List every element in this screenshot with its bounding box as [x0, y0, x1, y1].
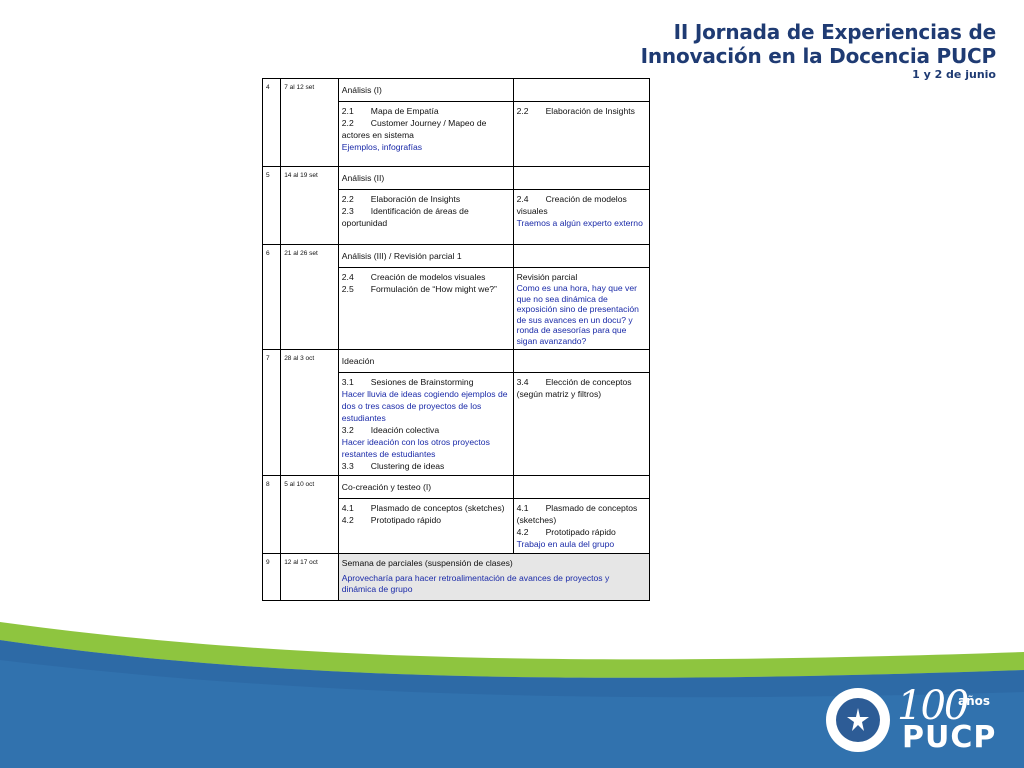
- pucp-seal-icon: [826, 688, 890, 752]
- note-text: Hacer lluvia de ideas cogiendo ejemplos de dos o tres casos de proyectos de los estudiantes: [341, 389, 508, 423]
- list-item: 2.1 Mapa de Empatía: [341, 106, 439, 116]
- table-row: [263, 350, 650, 373]
- table-row: [263, 476, 650, 499]
- list-item: 4.1 Plasmado de conceptos (sketches): [516, 503, 638, 525]
- table-row: [263, 245, 650, 268]
- week-number: 5: [263, 167, 281, 245]
- session-topic: Análisis (I): [338, 79, 513, 102]
- session-content: [513, 373, 649, 476]
- pucp-wordmark: PUCP: [902, 720, 997, 755]
- anniversary-number: 100: [897, 683, 968, 729]
- review-title: Revisión parcial: [516, 272, 578, 282]
- list-item: 2.2 Elaboración de Insights: [341, 194, 461, 204]
- week-dates: 12 al 17 oct: [281, 554, 339, 601]
- note-text: Aprovecharía para hacer retroalimentación de avances de proyectos y dinámica de grupo: [341, 573, 610, 594]
- event-dates: 1 y 2 de junio: [912, 68, 996, 81]
- list-item: 2.3 Identificación de áreas de oportunidad: [341, 206, 469, 228]
- session-content: [338, 268, 513, 350]
- event-title-line2: Innovación en la Docencia PUCP: [640, 44, 996, 68]
- list-item: 2.4 Creación de modelos visuales: [341, 272, 486, 282]
- event-title-line1: II Jornada de Experiencias de: [673, 20, 996, 44]
- week-number: 4: [263, 79, 281, 167]
- session-content: [338, 102, 513, 167]
- schedule-table: [262, 78, 650, 601]
- session-content: [513, 102, 649, 167]
- session-topic: Análisis (II): [338, 167, 513, 190]
- list-item: 3.4 Elección de conceptos (según matriz y filtros): [516, 377, 632, 399]
- week-dates: 14 al 19 set: [281, 167, 339, 245]
- empty-cell: [513, 476, 649, 499]
- table-row: [263, 167, 650, 190]
- table-row: [263, 79, 650, 102]
- event-title: [641, 22, 996, 80]
- session-topic: Ideación: [338, 350, 513, 373]
- week-number: 7: [263, 350, 281, 476]
- session-topic: Co-creación y testeo (I): [338, 476, 513, 499]
- seal-lettering: [826, 688, 890, 752]
- list-item: 4.1 Plasmado de conceptos (sketches): [341, 503, 505, 513]
- week-number: 6: [263, 245, 281, 350]
- note-text: Hacer ideación con los otros proyectos restantes de estudiantes: [341, 437, 490, 459]
- table-row: [263, 554, 650, 601]
- list-item: 4.2 Prototipado rápido: [516, 527, 616, 537]
- session-content: [513, 190, 649, 245]
- note-text: Trabajo en aula del grupo: [516, 539, 615, 549]
- list-item: 3.2 Ideación colectiva: [341, 425, 440, 435]
- note-text: Ejemplos, infografías: [341, 142, 423, 152]
- note-text: Como es una hora, hay que ver que no sea dinámica de exposición sino de presentación de sus avances en un docu? y ronda de asesorías para que sigan avanzando?: [516, 283, 639, 346]
- list-item: 2.2 Elaboración de Insights: [516, 106, 635, 116]
- week-number: 8: [263, 476, 281, 554]
- empty-cell: [513, 79, 649, 102]
- session-content: [338, 373, 513, 476]
- note-text: Traemos a algún experto externo: [516, 218, 643, 228]
- session-content: [513, 268, 649, 350]
- anniversary-word: años: [958, 694, 991, 708]
- pucp-100-logo: [822, 684, 1022, 768]
- week-dates: 7 al 12 set: [281, 79, 339, 167]
- session-content: [513, 499, 649, 554]
- seal-star-icon: [847, 708, 869, 731]
- empty-cell: [513, 245, 649, 268]
- session-content: [338, 499, 513, 554]
- session-content: [338, 554, 649, 601]
- list-item: 4.2 Prototipado rápido: [341, 515, 442, 525]
- session-topic: Análisis (III) / Revisión parcial 1: [338, 245, 513, 268]
- session-topic: Semana de parciales (suspensión de clases): [341, 558, 513, 568]
- empty-cell: [513, 167, 649, 190]
- list-item: 3.1 Sesiones de Brainstorming: [341, 377, 474, 387]
- list-item: 2.2 Customer Journey / Mapeo de actores en sistema: [341, 118, 487, 140]
- list-item: 2.4 Creación de modelos visuales: [516, 194, 627, 216]
- week-dates: 21 al 26 set: [281, 245, 339, 350]
- week-dates: 28 al 3 oct: [281, 350, 339, 476]
- list-item: 3.3 Clustering de ideas: [341, 461, 445, 471]
- week-dates: 5 al 10 oct: [281, 476, 339, 554]
- empty-cell: [513, 350, 649, 373]
- session-content: [338, 190, 513, 245]
- week-number: 9: [263, 554, 281, 601]
- list-item: 2.5 Formulación de “How might we?”: [341, 284, 497, 294]
